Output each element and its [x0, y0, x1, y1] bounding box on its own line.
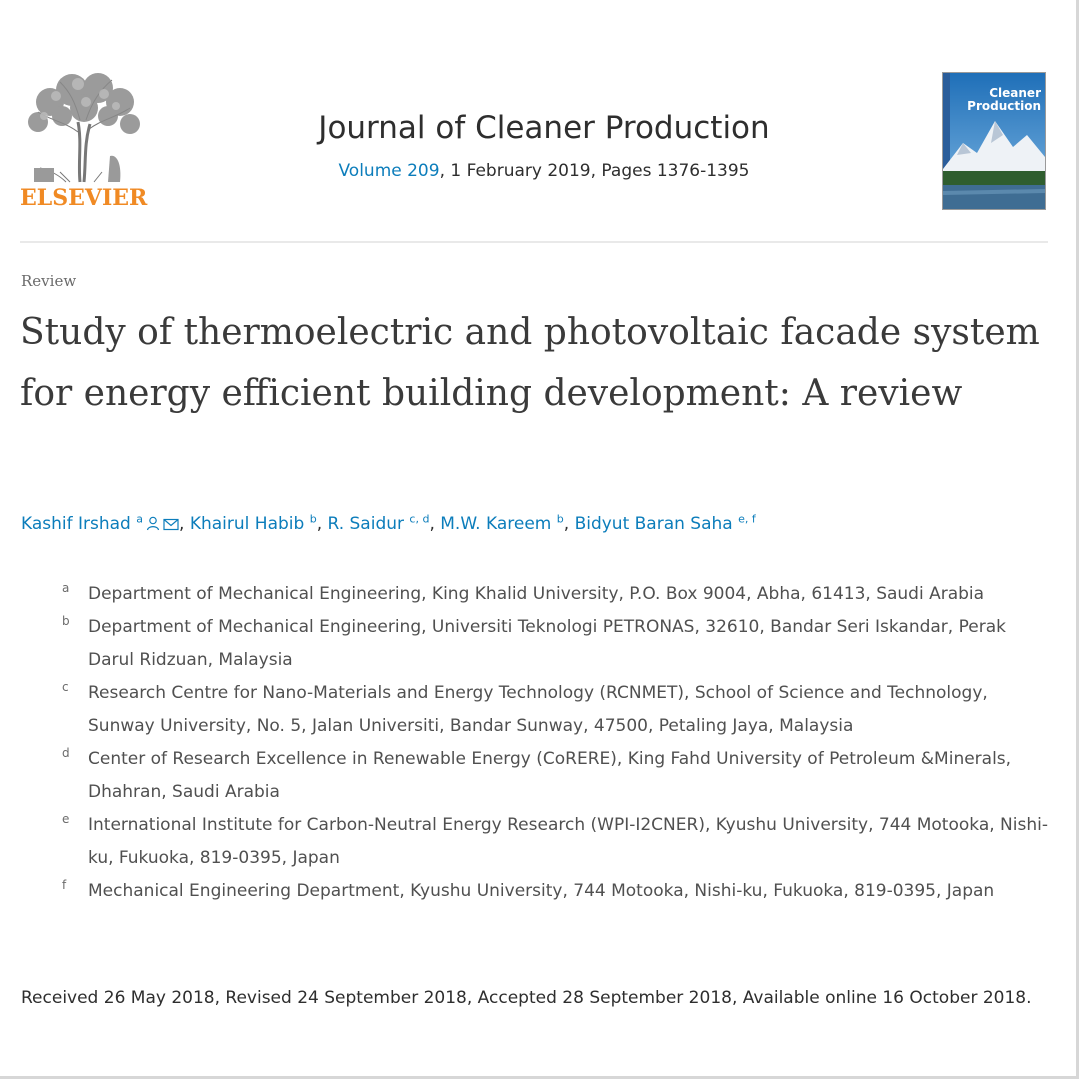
author-affiliation-sup: b [309, 512, 317, 526]
author-list: Kashif Irshad $^a$ , Khairul Habib $^b$, R. Saidur $^{c, d}$, M.W. Kareem $^b$, Bidyut Baran Saha $^{e, f}$ [21, 512, 756, 534]
affiliation-item [60, 875, 1050, 908]
affiliation-item [60, 578, 1050, 611]
journal-title[interactable]: Journal of Cleaner Production [318, 110, 770, 146]
affiliation-label: c [62, 680, 69, 694]
affiliation-text: Center of Research Excellence in Renewable Energy (CoRERE), King Fahd University of Petroleum &Minerals, Dhahran, Saudi Arabia [88, 749, 1012, 802]
journal-cover[interactable] [942, 72, 1046, 210]
person-icon[interactable] [146, 516, 160, 531]
author-link[interactable]: M.W. Kareem $^b$ [440, 512, 564, 534]
author-affiliation-sup: b [556, 512, 564, 526]
publisher-name: ELSEVIER [20, 185, 148, 211]
article-type: Review [21, 272, 77, 290]
author-affiliation-sup: c, d [409, 512, 430, 526]
affiliation-text: Department of Mechanical Engineering, King Khalid University, P.O. Box 9004, Abha, 61413, Saudi Arabia [88, 584, 985, 604]
issue-details: , 1 February 2019, Pages 1376-1395 [439, 161, 750, 181]
affiliation-label: a [62, 581, 70, 595]
author-link[interactable]: Khairul Habib $^b$ [189, 512, 317, 534]
affiliation-text: Mechanical Engineering Department, Kyushu University, 744 Motooka, Nishi-ku, Fukuoka, 819-0395, Japan [88, 881, 995, 901]
publisher-logo[interactable] [20, 72, 146, 214]
affiliation-label: e [62, 812, 70, 826]
affiliation-text: Department of Mechanical Engineering, Universiti Teknologi PETRONAS, 32610, Bandar Seri Iskandar, Perak Darul Ridzuan, Malaysia [88, 617, 1006, 670]
header-divider [20, 241, 1048, 243]
author-affiliation-sup: e, f [738, 512, 756, 526]
email-icon[interactable] [163, 518, 179, 531]
affiliation-label: f [62, 878, 67, 892]
affiliation-item [60, 743, 1050, 809]
affiliation-list [60, 578, 1050, 908]
affiliation-item [60, 611, 1050, 677]
article-history: Received 26 May 2018, Revised 24 September 2018, Accepted 28 September 2018, Available online 16 October 2018. [21, 988, 1032, 1008]
affiliation-item [60, 809, 1050, 875]
affiliation-label: b [62, 614, 70, 628]
article-title: Study of thermoelectric and photovoltaic facade system for energy efficient building development: A review [20, 312, 1040, 414]
elsevier-tree-icon [20, 72, 146, 184]
author-affiliation-sup: a [136, 512, 144, 526]
cover-title: Cleaner Production [967, 86, 1041, 113]
author-link[interactable]: R. Saidur $^{c, d}$ [327, 512, 430, 534]
affiliation-item [60, 677, 1050, 743]
affiliation-text: International Institute for Carbon-Neutral Energy Research (WPI-I2CNER), Kyushu University, 744 Motooka, Nishi-ku, Fukuoka, 819-0395, Japan [88, 815, 1048, 868]
author-link[interactable]: Bidyut Baran Saha $^{e, f}$ [574, 512, 756, 534]
affiliation-label: d [62, 746, 70, 760]
affiliation-text: Research Centre for Nano-Materials and Energy Technology (RCNMET), School of Science and Technology, Sunway University, No. 5, Jalan Universiti, Bandar Sunway, 47500, Petaling Jaya, Malaysia [88, 683, 988, 736]
journal-issue-info [230, 158, 858, 184]
author-link[interactable]: Kashif Irshad $^a$ [21, 512, 144, 534]
volume-link[interactable]: Volume 209 [338, 161, 440, 181]
